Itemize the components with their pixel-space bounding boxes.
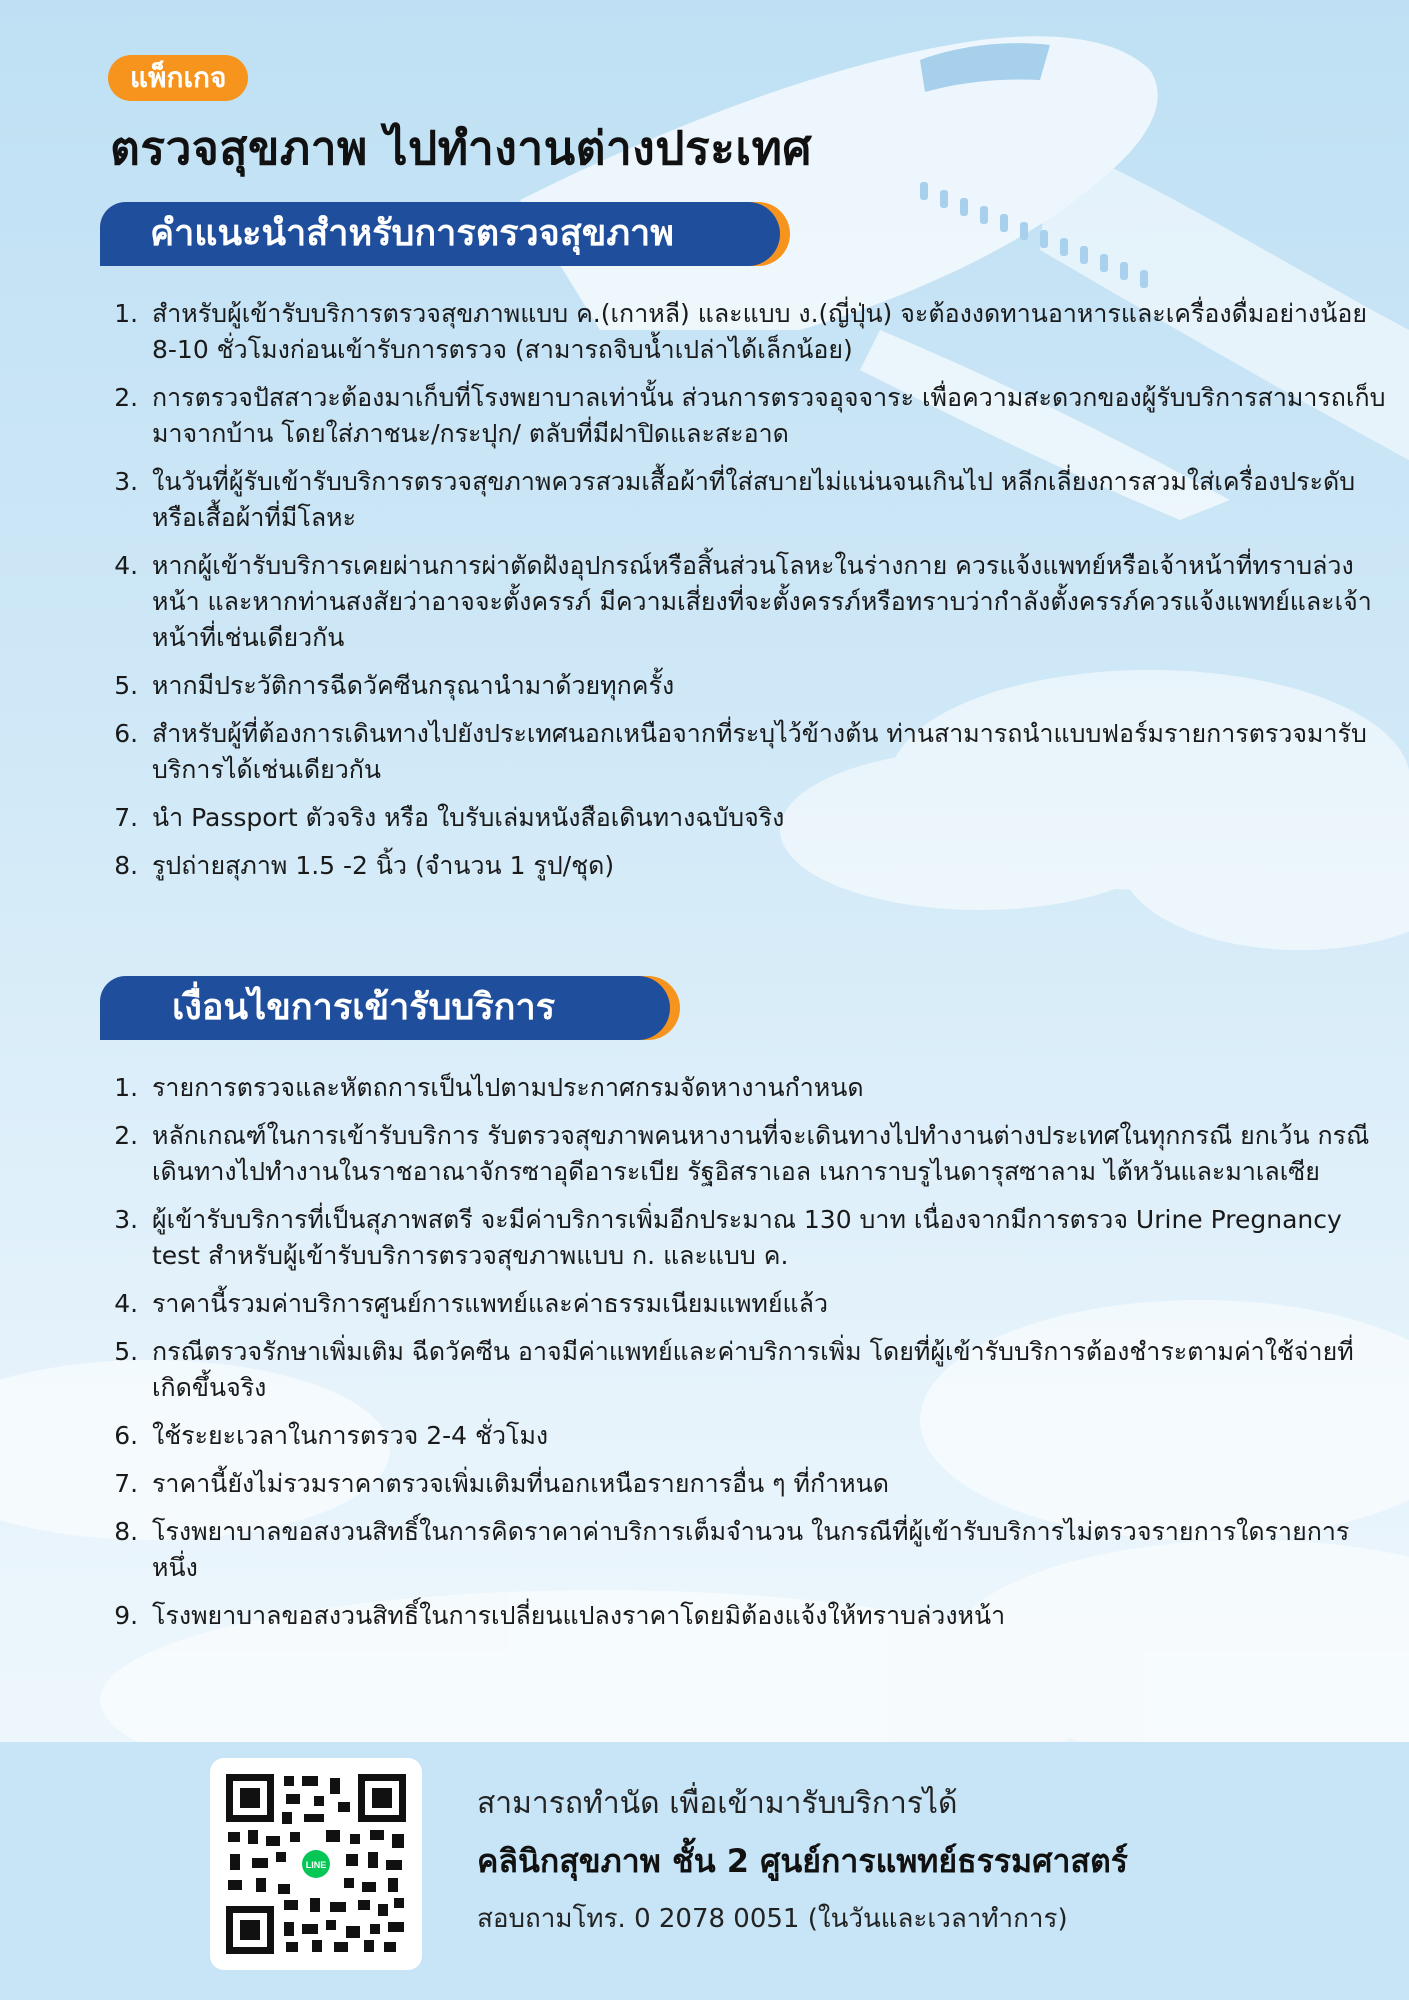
list-item: 1. รายการตรวจและหัตถการเป็นไปตามประกาศกรมจัดหางานกำหนด (146, 1070, 1386, 1106)
list-item: 5. กรณีตรวจรักษาเพิ่มเติม ฉีดวัคซีน อาจมีค่าแพทย์และค่าบริการเพิ่ม โดยที่ผู้เข้ารับบริการต้องชำระตามค่าใช้จ่ายที่เกิดขึ้นจริง (146, 1334, 1386, 1406)
page-title: ตรวจสุขภาพ ไปทำงานต่างประเทศ (110, 121, 813, 175)
footer-phone-text: สอบถามโทร. 0 2078 0051 (ในวันและเวลาทำการ) (477, 1904, 1068, 1934)
list-item: 3. ในวันที่ผู้รับเข้ารับบริการตรวจสุขภาพควรสวมเสื้อผ้าที่ใส่สบายไม่แน่นจนเกินไป หลีกเลี่ยงการสวมใส่เครื่องประดับหรือเสื้อผ้าที่มีโลหะ (146, 464, 1386, 536)
qr-code-graphic (226, 1774, 406, 1954)
list-item: 4. หากผู้เข้ารับบริการเคยผ่านการผ่าตัดฝังอุปกรณ์หรือสิ้นส่วนโลหะในร่างกาย ควรแจ้งแพทย์หรือเจ้าหน้าที่ทราบล่วงหน้า และหากท่านสงสัยว่าอาจจะตั้งครรภ์ มีความเสี่ยงที่จะตั้งครรภ์หรือทราบว่ากำลังตั้งครรภ์ควรแจ้งแพทย์และเจ้าหน้าที่เช่นเดียวกัน (146, 548, 1386, 656)
list-item: 2. การตรวจปัสสาวะต้องมาเก็บที่โรงพยาบาลเท่านั้น ส่วนการตรวจอุจจาระ เพื่อความสะดวกของผู้รับบริการสามารถเก็บมาจากบ้าน โดยใส่ภาชนะ/กระปุก/ ตลับที่มีฝาปิดและสะอาด (146, 380, 1386, 452)
list-item: 9. โรงพยาบาลขอสงวนสิทธิ์ในการเปลี่ยนแปลงราคาโดยมิต้องแจ้งให้ทราบล่วงหน้า (146, 1598, 1386, 1634)
conditions-list (104, 1070, 1386, 1646)
footer-clinic-name: คลินิกสุขภาพ ชั้น 2 ศูนย์การแพทย์ธรรมศาสตร์ (477, 1842, 1128, 1880)
section-title-advice: คำแนะนำสำหรับการตรวจสุขภาพ (150, 213, 675, 254)
list-item: 4. ราคานี้รวมค่าบริการศูนย์การแพทย์และค่าธรรมเนียมแพทย์แล้ว (146, 1286, 1386, 1322)
section-header-conditions (100, 976, 680, 1040)
list-item: 6. ใช้ระยะเวลาในการตรวจ 2-4 ชั่วโมง (146, 1418, 1386, 1454)
list-item: 8. โรงพยาบาลขอสงวนสิทธิ์ในการคิดราคาค่าบริการเต็มจำนวน ในกรณีที่ผู้เข้ารับบริการไม่ตรวจรายการใดรายการหนึ่ง (146, 1514, 1386, 1586)
line-logo-text: LINE (305, 1860, 327, 1870)
list-item: 1. สำหรับผู้เข้ารับบริการตรวจสุขภาพแบบ ค.(เกาหลี) และแบบ ง.(ญี่ปุ่น) จะต้องงดทานอาหารและเครื่องดื่มอย่างน้อย 8-10 ชั่วโมงก่อนเข้ารับการตรวจ (สามารถจิบน้ำเปล่าได้เล็กน้อย) (146, 296, 1386, 368)
list-item: 6. สำหรับผู้ที่ต้องการเดินทางไปยังประเทศนอกเหนือจากที่ระบุไว้ข้างต้น ท่านสามารถนำแบบฟอร์มรายการตรวจมารับบริการได้เช่นเดียวกัน (146, 716, 1386, 788)
list-item: 2. หลักเกณฑ์ในการเข้ารับบริการ รับตรวจสุขภาพคนหางานที่จะเดินทางไปทำงานต่างประเทศในทุกกรณี ยกเว้น กรณีเดินทางไปทำงานในราชอาณาจักรซาอุดีอาระเบีย รัฐอิสราเอล เนการาบรูไนดารุสซาลาม ไต้หวันและมาเลเซีย (146, 1118, 1386, 1190)
advice-list (104, 296, 1386, 896)
list-item: 5. หากมีประวัติการฉีดวัคซีนกรุณานำมาด้วยทุกครั้ง (146, 668, 1386, 704)
section-title-conditions: เงื่อนไขการเข้ารับบริการ (172, 987, 556, 1028)
list-item: 3. ผู้เข้ารับบริการที่เป็นสุภาพสตรี จะมีค่าบริการเพิ่มอีกประมาณ 130 บาท เนื่องจากมีการตรวจ Urine Pregnancy test สำหรับผู้เข้ารับบริการตรวจสุขภาพแบบ ก. และแบบ ค. (146, 1202, 1386, 1274)
list-item: 7. นำ Passport ตัวจริง หรือ ใบรับเล่มหนังสือเดินทางฉบับจริง (146, 800, 1386, 836)
list-item: 7. ราคานี้ยังไม่รวมราคาตรวจเพิ่มเติมที่นอกเหนือรายการอื่น ๆ ที่กำหนด (146, 1466, 1386, 1502)
qr-code[interactable] (210, 1758, 422, 1970)
package-badge: แพ็กเกจ (108, 55, 248, 101)
section-header-advice (100, 202, 790, 266)
list-item: 8. รูปถ่ายสุภาพ 1.5 -2 นิ้ว (จำนวน 1 รูป/ชุด) (146, 848, 1386, 884)
footer-appointment-text: สามารถทำนัด เพื่อเข้ามารับบริการได้ (477, 1786, 958, 1821)
